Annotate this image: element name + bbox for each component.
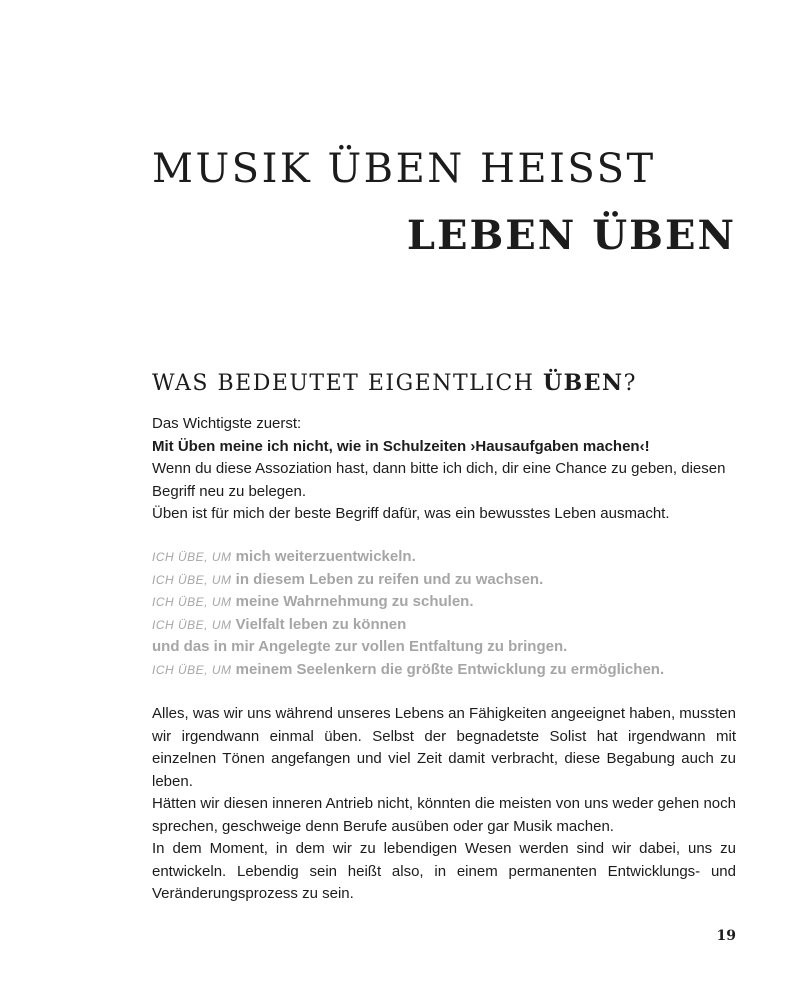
- practice-lead: ICH ÜBE, UM: [152, 595, 232, 609]
- practice-text: mich weiterzuentwickeln.: [231, 548, 416, 565]
- closing-paragraph: In dem Moment, in dem wir zu lebendigen Wesen werden sind wir dabei, uns zu entwickeln. Lebendig sein heißt also, in einem permanenten Entwicklungs- und Veränderungsprozess zu sein.: [152, 840, 736, 902]
- practice-item: [152, 546, 736, 569]
- intro-paragraph: Das Wichtigste zuerst:: [152, 415, 302, 432]
- section-heading-emphasis: ÜBEN: [542, 370, 624, 396]
- closing-text: [152, 703, 736, 906]
- closing-paragraph: Hätten wir diesen inneren Antrieb nicht, könnten die meisten von uns weder gehen noch sprechen, geschweige denn Berufe ausüben oder gar Musik machen.: [152, 795, 736, 835]
- practice-lead: ICH ÜBE, UM: [152, 572, 232, 587]
- chapter-title-line-2: LEBEN ÜBEN: [406, 212, 736, 259]
- practice-item: [152, 614, 736, 637]
- practice-text: in diesem Leben zu reifen und zu wachsen.: [231, 570, 544, 588]
- intro-paragraph: Wenn du diese Assoziation hast, dann bitte ich dich, dir eine Chance zu geben, diesen Begriff neu zu belegen.: [152, 460, 726, 500]
- practice-lead: ICH ÜBE, UM: [152, 662, 232, 677]
- intro-bold-statement: Mit Üben meine ich nicht, wie in Schulzeiten ›Hausaufgaben machen‹!: [152, 437, 650, 455]
- practice-text: und das in mir Angelegte zur vollen Entfaltung zu bringen.: [152, 638, 568, 655]
- practice-text: meine Wahrnehmung zu schulen.: [231, 593, 474, 610]
- section-heading-prefix: WAS BEDEUTET EIGENTLICH: [152, 371, 543, 396]
- practice-list: [152, 546, 736, 681]
- practice-item: [152, 659, 736, 682]
- practice-text: meinem Seelenkern die größte Entwicklung zu ermöglichen.: [231, 660, 665, 678]
- section-heading: [152, 370, 637, 396]
- page-number: 19: [716, 928, 736, 944]
- chapter-title-line-1: MUSIK ÜBEN HEISST: [152, 146, 656, 192]
- practice-lead: ICH ÜBE, UM: [152, 617, 232, 632]
- closing-paragraph: Alles, was wir uns während unseres Lebens an Fähigkeiten angeeignet haben, mussten wir irgendwann einmal üben. Selbst der begnadetste Solist hat irgendwann mit einzelnen Tönen angefangen und viel Zeit damit verbracht, diese Begabung auch zu leben.: [152, 705, 736, 790]
- practice-text: Vielfalt leben zu können: [231, 615, 407, 633]
- practice-item: [152, 591, 736, 614]
- intro-text: [152, 413, 736, 526]
- practice-item: [152, 636, 736, 659]
- intro-paragraph: Üben ist für mich der beste Begriff dafür, was ein bewusstes Leben ausmacht.: [152, 505, 670, 522]
- section-heading-suffix: ?: [623, 371, 637, 396]
- practice-lead: ICH ÜBE, UM: [152, 550, 232, 564]
- practice-item: [152, 569, 736, 592]
